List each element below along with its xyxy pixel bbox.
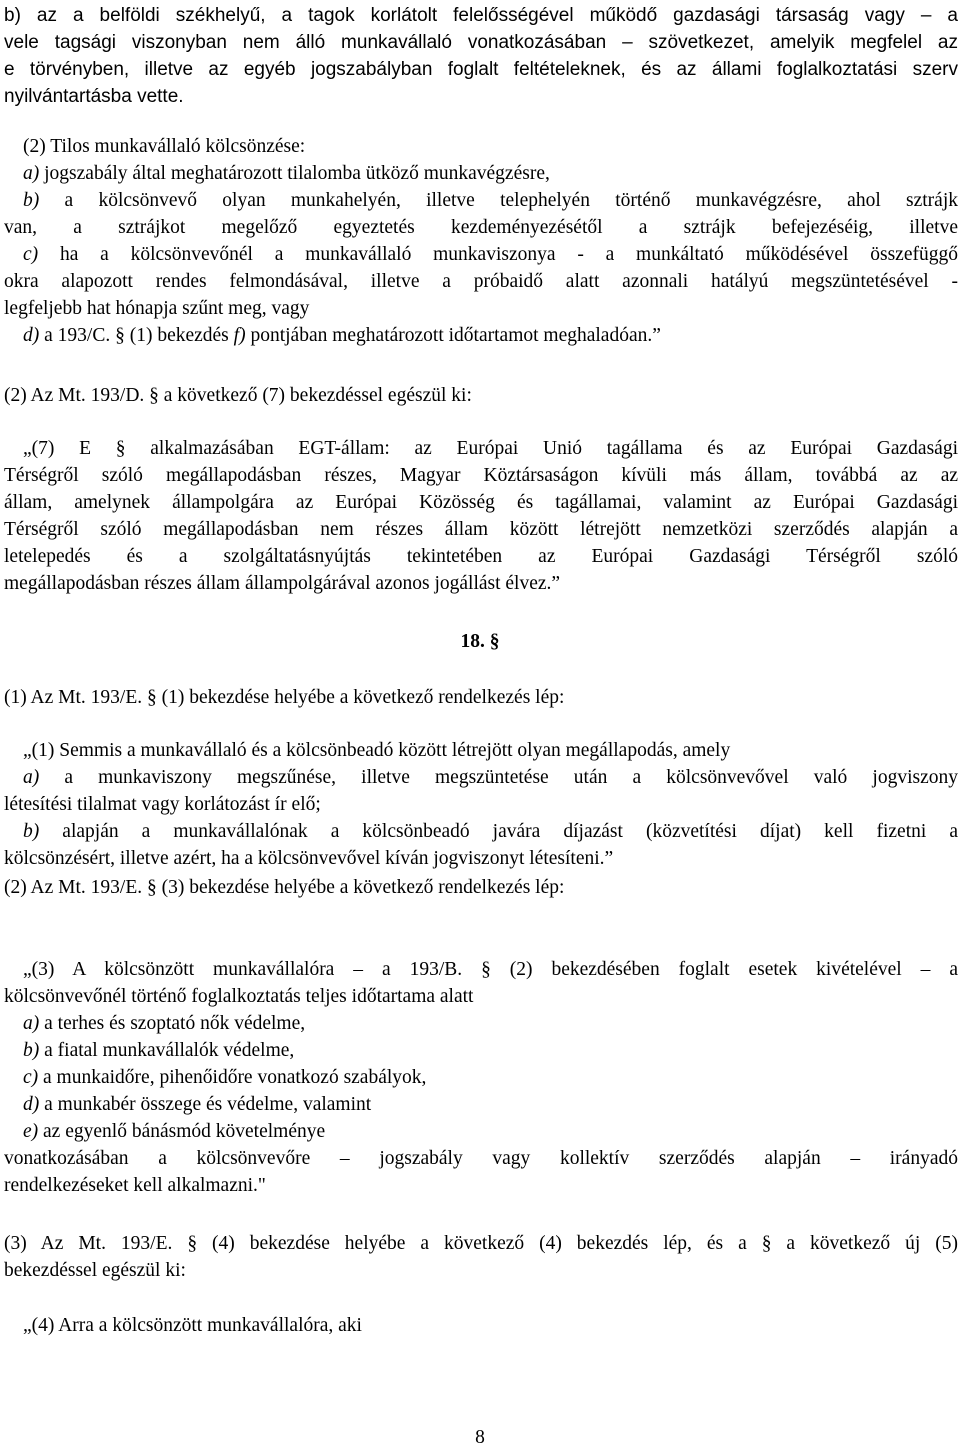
list-item-b: b) a fiatal munkavállalók védelme, xyxy=(23,1040,295,1061)
list-item-c: c) ha a kölcsönvevőnél a munkavállaló munkaviszonya - a munkáltató működésével összefüggő xyxy=(23,244,958,265)
intro-line: b) az a belföldi székhelyű, a tagok korlátolt felelősségével működő gazdasági társaság vagy – a xyxy=(4,5,958,26)
list-item-d: d) a 193/C. § (1) bekezdés f) pontjában meghatározott időtartamot meghaladóan.” xyxy=(23,325,661,346)
quote-line: vonatkozásában a kölcsönvevőre – jogszabály vagy kollektív szerződés alapján – irányadó xyxy=(4,1148,958,1169)
list-item-c: c) a munkaidőre, pihenőidőre vonatkozó szabályok, xyxy=(23,1067,427,1088)
intro-paragraph xyxy=(4,2,958,110)
item-label: a) xyxy=(23,1013,40,1034)
list-item-c-cont: legfeljebb hat hónapja szűnt meg, vagy xyxy=(4,298,310,319)
list-item-c-cont: okra alapozott rendes felmondásával, illetve a próbaidő alatt azonnali hatályú megszüntetésével - xyxy=(4,271,958,292)
quoted-paragraph-1 xyxy=(4,737,958,872)
item-label: d) xyxy=(23,325,40,346)
intro-line: e törvényben, illetve az egyéb jogszabályban foglalt feltételeknek, és az állami foglalkoztatási szerv xyxy=(4,59,958,80)
amendment-paragraph xyxy=(4,382,958,409)
item-label: e) xyxy=(23,1121,39,1142)
intro-line: nyilvántartásba vette. xyxy=(4,86,184,107)
item-label: b) xyxy=(23,821,40,842)
amendment-text: (3) Az Mt. 193/E. § (4) bekezdése helyébe a következő (4) bekezdés lép, és a § a következő új (5) xyxy=(4,1233,958,1254)
quote-line: kölcsönvevőnél történő foglalkoztatás teljes időtartama alatt xyxy=(4,986,474,1007)
quote-line: Térségről szóló megállapodásban részes, Magyar Köztársaságon kívüli más állam, továbbá az az xyxy=(4,465,958,486)
item-label: c) xyxy=(23,1067,39,1088)
paragraph-heading: (2) Tilos munkavállaló kölcsönzése: xyxy=(23,136,306,157)
list-item-d: d) a munkabér összege és védelme, valamint xyxy=(23,1094,372,1115)
amendment-text: bekezdéssel egészül ki: xyxy=(4,1260,186,1281)
item-label: c) xyxy=(23,244,39,265)
prohibition-paragraph xyxy=(4,133,958,349)
quote-line: megállapodásban részes állam állampolgárával azonos jogállást élvez.” xyxy=(4,573,561,594)
quote-line: Térségről szóló megállapodásban nem részes állam között létrejött nemzetközi szerződés alapján a xyxy=(4,519,958,540)
page-number: 8 xyxy=(475,1427,485,1448)
list-item-a-cont: létesítési tilalmat vagy korlátozást ír elő; xyxy=(4,794,321,815)
quoted-paragraph-4 xyxy=(4,1312,958,1339)
list-item-b-cont: van, a sztrájkot megelőző egyeztetés kezdeményezésétől a sztrájk befejezéséig, illetve xyxy=(4,217,958,238)
amendment-text: (2) Az Mt. 193/E. § (3) bekezdése helyébe a következő rendelkezés lép: xyxy=(4,877,565,898)
quote-line: „(1) Semmis a munkavállaló és a kölcsönbeadó között létrejött olyan megállapodás, amely xyxy=(23,740,731,761)
list-item-b: b) a kölcsönvevő olyan munkahelyén, illetve telephelyén történő munkavégzésre, ahol sztrájk xyxy=(23,190,958,211)
quote-line: „(4) Arra a kölcsönzött munkavállalóra, aki xyxy=(23,1315,362,1336)
item-label: b) xyxy=(23,1040,40,1061)
list-item-a: a) a terhes és szoptató nők védelme, xyxy=(23,1013,306,1034)
item-label: d) xyxy=(23,1094,40,1115)
quote-line: állam, amelynek állampolgára az Európai Közösség és tagállamai, valamint az Európai Gazdasági xyxy=(4,492,958,513)
section-heading: 18. § xyxy=(460,631,500,652)
list-item-b: b) alapján a munkavállalónak a kölcsönbeadó javára díjazást (közvetítési díjat) kell fizetni a xyxy=(23,821,958,842)
list-item-a: a) a munkaviszony megszűnése, illetve megszüntetése után a kölcsönvevővel való jogviszony xyxy=(23,767,958,788)
quoted-paragraph-3 xyxy=(4,956,958,1199)
item-label: b) xyxy=(23,190,40,211)
amendment-paragraph xyxy=(4,1230,958,1284)
amendment-paragraph xyxy=(4,874,958,901)
amendment-text: (2) Az Mt. 193/D. § a következő (7) bekezdéssel egészül ki: xyxy=(4,385,472,406)
quote-line: „(3) A kölcsönzött munkavállalóra – a 193/B. § (2) bekezdésében foglalt esetek kivételével – a xyxy=(23,959,958,980)
list-item-b-cont: kölcsönzésért, illetve azért, ha a kölcsönvevővel kíván jogviszonyt létesíteni.” xyxy=(4,848,614,869)
quote-line: „(7) E § alkalmazásában EGT-állam: az Európai Unió tagállama és az Európai Gazdasági xyxy=(23,438,958,459)
item-label: a) xyxy=(23,163,40,184)
amendment-paragraph xyxy=(4,684,958,711)
list-item-e: e) az egyenlő bánásmód követelménye xyxy=(23,1121,326,1142)
intro-line: vele tagsági viszonyban nem álló munkavállaló vonatkozásában – szövetkezet, amelyik megfelel az xyxy=(4,32,958,53)
quote-line: letelepedés és a szolgáltatásnyújtás tekintetében az Európai Gazdasági Térségről szóló xyxy=(4,546,958,567)
quote-line: rendelkezéseket kell alkalmazni." xyxy=(4,1175,266,1196)
amendment-text: (1) Az Mt. 193/E. § (1) bekezdése helyébe a következő rendelkezés lép: xyxy=(4,687,565,708)
quoted-paragraph-7 xyxy=(4,435,958,597)
list-item-a: a) jogszabály által meghatározott tilalomba ütköző munkavégzésre, xyxy=(23,163,550,184)
item-label: a) xyxy=(23,767,40,788)
